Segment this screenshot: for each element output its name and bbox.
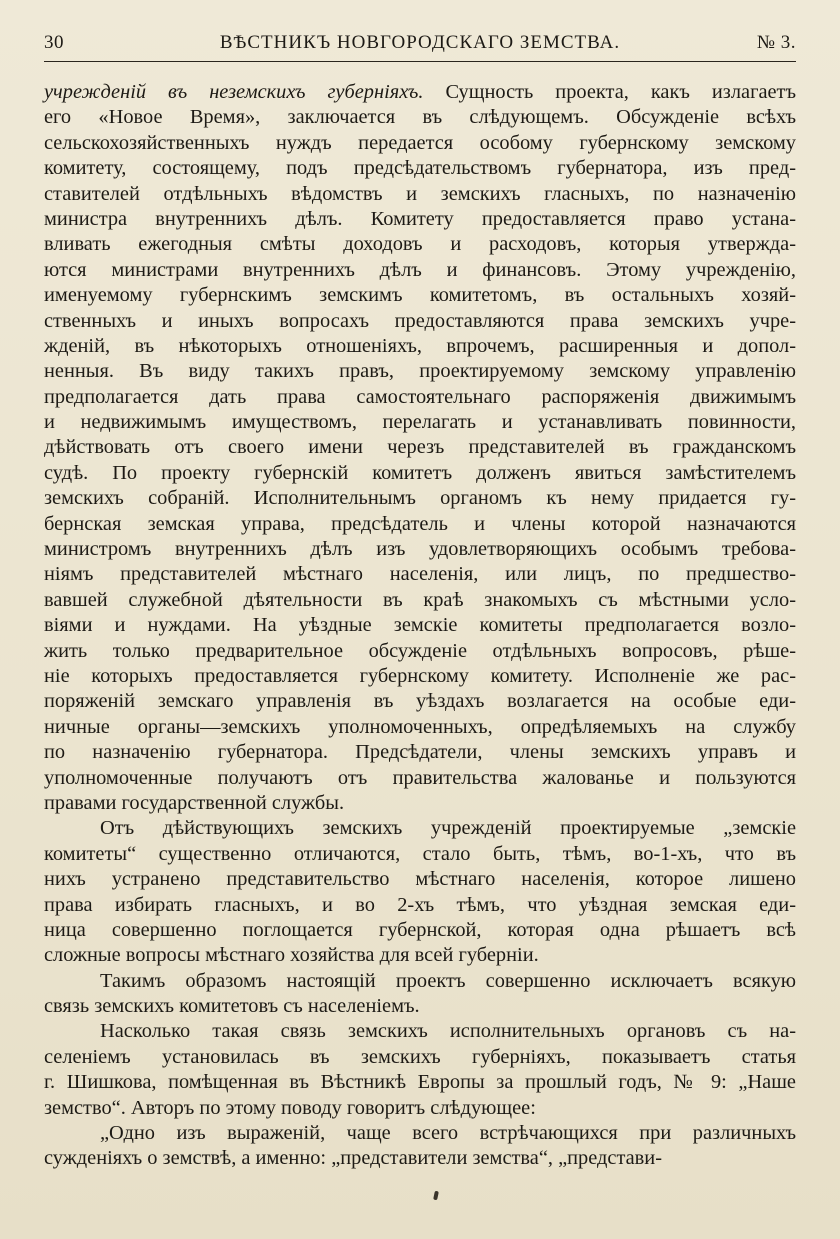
line-text: жденій, въ нѣкоторыхъ отношеніяхъ, впрочемъ, расширенныя и допол- [44, 334, 796, 357]
line-text: судѣ. По проекту губернскій комитетъ долженъ явиться замѣстителемъ [44, 461, 796, 484]
text-line [44, 613, 796, 638]
text-line [44, 1070, 796, 1095]
text-line [44, 689, 796, 714]
line-text: ственныхъ и иныхъ вопросахъ предоставляются права земскихъ учре- [44, 309, 796, 332]
line-text: именуемому губернскимъ земскимъ комитетомъ, въ остальныхъ хозяй- [44, 284, 796, 307]
text-line [44, 740, 796, 765]
line-text: земскихъ собраній. Исполнительнымъ органомъ къ нему придается гу- [44, 487, 796, 510]
text-line [44, 105, 796, 130]
line-text: г. Шишкова, помѣщенная въ Вѣстникѣ Европы за прошлый годъ, № 9: „Наше [44, 1071, 796, 1094]
text-line [44, 232, 796, 257]
text-line [44, 410, 796, 435]
line-text: селеніемъ установилась въ земскихъ губерніяхъ, показываетъ статья [44, 1045, 796, 1068]
text-line [44, 435, 796, 460]
line-text: „Одно изъ выраженій, чаще всего встрѣчающихся при различныхъ [100, 1122, 796, 1145]
line-text: сельскохозяйственныхъ нуждъ передается особому губернскому земскому [44, 131, 796, 154]
line-text: предполагается дать права самостоятельнаго распоряженія движимымъ [44, 385, 796, 408]
body-text [44, 80, 796, 1172]
text-line [44, 842, 796, 867]
text-line [44, 639, 796, 664]
line-text: правами государственной службы. [44, 791, 345, 814]
text-line [44, 893, 796, 918]
line-text: віями и нуждами. На уѣздные земскіе комитеты предполагается возло- [44, 614, 796, 637]
text-line [44, 334, 796, 359]
line-text: ненныя. Въ виду такихъ правъ, проектируемому земскому управленію [44, 360, 796, 383]
ink-speck [433, 1191, 439, 1201]
line-text: его «Новое Время», заключается въ слѣдующемъ. Обсужденіе всѣхъ [44, 106, 796, 129]
line-text: Сущность проекта, какъ излагаетъ [423, 81, 797, 103]
line-text: Такимъ образомъ настоящій проектъ совершенно исключаетъ всякую [100, 969, 796, 992]
text-line [44, 283, 796, 308]
text-line [44, 258, 796, 283]
text-line [44, 1019, 796, 1044]
text-line [44, 766, 796, 791]
line-text: вливать ежегодныя смѣты доходовъ и расходовъ, которыя утвержда- [44, 233, 796, 256]
header-rule [44, 61, 796, 62]
text-line [44, 309, 796, 334]
line-text: права избирать гласныхъ, и во 2-хъ тѣмъ, что уѣздная земская еди- [44, 893, 796, 916]
text-line [44, 562, 796, 587]
line-text: сужденіяхъ о земствѣ, а именно: „представители земства“, „представи- [44, 1147, 662, 1170]
text-line [44, 385, 796, 410]
text-line [44, 715, 796, 740]
text-line [44, 791, 796, 816]
text-line [44, 816, 796, 841]
text-line [44, 461, 796, 486]
line-text: ются министрами внутреннихъ дѣлъ и финансовъ. Этому учрежденію, [44, 258, 796, 281]
line-text: Насколько такая связь земскихъ исполнительныхъ органовъ съ на- [100, 1020, 796, 1043]
line-text: нихъ устранено представительство мѣстнаго населенія, которое лишено [44, 868, 796, 891]
line-text: поряженій земскаго управленія въ уѣздахъ возлагается на особые еди- [44, 690, 796, 713]
italic-text: учрежденій въ неземскихъ губерніяхъ. [44, 81, 424, 103]
text-line [44, 537, 796, 562]
text-line [44, 182, 796, 207]
line-text: по назначенію губернатора. Предсѣдатели, члены земскихъ управъ и [44, 741, 796, 764]
line-text: ница совершенно поглощается губернской, которая одна рѣшаетъ всѣ [44, 918, 796, 941]
line-text: министромъ внутреннихъ дѣлъ изъ удовлетворяющихъ особымъ требова- [44, 538, 796, 561]
line-text: комитеты“ существенно отличаются, стало быть, тѣмъ, во-1-хъ, что въ [44, 842, 796, 865]
text-line [44, 943, 796, 968]
running-header [44, 30, 796, 58]
line-text: и недвижимымъ имуществомъ, перелагать и устанавливать повинности, [44, 411, 796, 434]
text-line [44, 969, 796, 994]
line-text: ничные органы—земскихъ уполномоченныхъ, опредѣляемыхъ на службу [44, 715, 796, 738]
issue-number: № 3. [756, 32, 796, 53]
line-text: комитету, состоящему, подъ предсѣдательствомъ губернатора, изъ пред- [44, 157, 796, 180]
page-number: 30 [44, 32, 64, 53]
text-line [44, 207, 796, 232]
line-text: сложные вопросы мѣстнаго хозяйства для всей губерніи. [44, 944, 539, 967]
text-line [44, 80, 796, 105]
line-text: связь земскихъ комитетовъ съ населеніемъ. [44, 995, 420, 1018]
line-text: вавшей служебной дѣятельности въ краѣ знакомыхъ съ мѣстными усло- [44, 588, 796, 611]
line-text: бернская земская управа, предсѣдатель и члены которой назначаются [44, 512, 796, 535]
line-text: уполномоченные получаютъ отъ правительства жалованье и пользуются [44, 766, 796, 789]
text-line [44, 1096, 796, 1121]
line-text: ніямъ представителей мѣстнаго населенія, или лицъ, по предшество- [44, 563, 796, 586]
text-line [44, 664, 796, 689]
text-line [44, 588, 796, 613]
line-text: земство“. Авторъ по этому поводу говоритъ слѣдующее: [44, 1096, 536, 1119]
text-line [44, 867, 796, 892]
text-line [44, 131, 796, 156]
text-line [44, 156, 796, 181]
line-text: Отъ дѣйствующихъ земскихъ учрежденій проектируемые „земскіе [100, 817, 796, 840]
journal-title: ВѢСТНИКЪ НОВГОРОДСКАГО ЗЕМСТВА. [219, 32, 621, 53]
text-line [44, 1045, 796, 1070]
line-text: министра внутреннихъ дѣлъ. Комитету предоставляется право устана- [44, 207, 796, 230]
line-text: ніе которыхъ предоставляется губернскому комитету. Исполненіе же рас- [44, 664, 796, 687]
text-line [44, 1146, 796, 1171]
line-text: жить только предварительное обсужденіе отдѣльныхъ вопросовъ, рѣше- [44, 639, 796, 662]
line-text: ставителей отдѣльныхъ вѣдомствъ и земскихъ гласныхъ, по назначенію [44, 182, 796, 205]
text-line [44, 918, 796, 943]
line-text: дѣйствовать отъ своего имени черезъ представителей въ гражданскомъ [44, 436, 796, 459]
text-line [44, 1121, 796, 1146]
text-line [44, 994, 796, 1019]
text-line [44, 359, 796, 384]
text-line [44, 486, 796, 511]
text-line [44, 512, 796, 537]
